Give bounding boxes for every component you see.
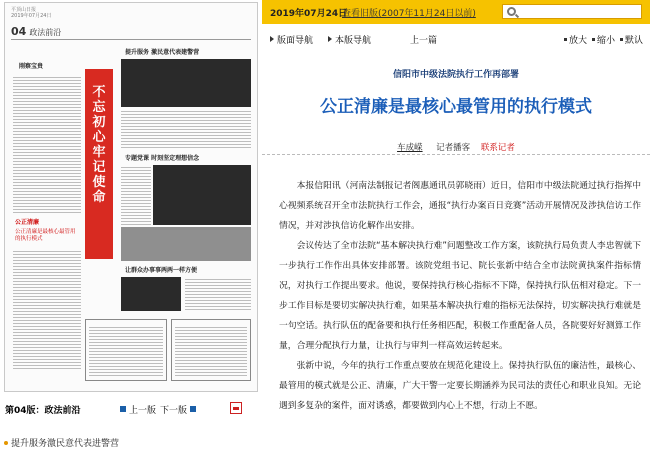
triangle-icon — [328, 36, 332, 42]
next-icon — [190, 406, 196, 412]
bullet-icon — [4, 441, 8, 445]
article-byline — [262, 141, 650, 153]
prev-icon — [120, 406, 126, 412]
prev-article-link[interactable]: 上一篇 — [410, 36, 438, 46]
story-photo — [121, 59, 251, 107]
text-block — [121, 165, 151, 225]
side-label: 公正清廉是最核心最管用的执行模式 — [15, 229, 76, 242]
story-title: 专题党课 时刻坚定理想信念 — [125, 155, 200, 162]
search-input[interactable] — [502, 4, 642, 19]
zoom-out-button[interactable]: 缩小 — [592, 33, 615, 46]
zoom-in-button[interactable]: 放大 — [564, 33, 587, 46]
pdf-icon[interactable] — [230, 402, 242, 414]
story-photo — [121, 277, 181, 311]
text-block — [89, 325, 163, 377]
bullet-icon — [592, 38, 595, 41]
page-nav-button[interactable]: 本版导航 — [328, 33, 371, 46]
article-kicker: 信阳市中级法院执行工作再部署 — [392, 70, 519, 80]
article-list-item[interactable]: 提升服务激民意代表进警营 — [4, 436, 119, 449]
default-size-button[interactable]: 默认 — [620, 33, 643, 46]
text-block — [13, 249, 81, 369]
top-bar — [262, 0, 650, 24]
bullet-icon — [564, 38, 567, 41]
story-title: 让群众办事事两两一样方便 — [125, 267, 198, 274]
text-block — [175, 325, 247, 377]
article-paragraph: 会议传达了全市法院“基本解决执行难”问题整改工作方案，该院执行局负责人李忠智就下一步执行工作作出具体安排部署。该院党组书记、院长张新中结合全市法院黄执案件指标情况，对执行工作提出要求。他说，要保持执行核心指标不下降，保持执行队伍相对稳定。下一步工作目标是要切实解决执行难，如果基本解决执行难的指标无法保持，切实解决执行难就是一句空话。执行队伍的配备要和执行任务相匹配，积极工作重配备人员，各院要好好测算工作量，合理分配执行力量，让执行与审判一样高效运转起来。 — [279, 241, 641, 351]
page-preview-panel — [0, 0, 262, 448]
toolbar — [262, 30, 650, 48]
layout-nav-button[interactable]: 版面导航 — [270, 33, 313, 46]
contact-reporter-link[interactable]: 联系记者 — [480, 143, 515, 153]
story-photo — [121, 227, 251, 261]
section-name: 第04版：政法前沿 — [5, 406, 81, 416]
divider — [262, 154, 650, 155]
triangle-icon — [270, 36, 274, 42]
current-date: 2019年07月24日 — [270, 9, 348, 19]
article-content — [262, 54, 650, 448]
article-headline: 公正清廉是最核心最管用的执行模式 — [320, 97, 592, 117]
header-rule — [11, 39, 251, 40]
article-body — [279, 176, 641, 416]
page-thumbnail[interactable] — [4, 2, 258, 392]
story-photo — [153, 165, 251, 225]
banner-text: 不忘初心 牢记使命 — [92, 85, 106, 205]
article-paragraph: 张新中说，今年的执行工作重点要放在规范化建设上。保持执行队伍的廉洁性，最核心、最管用的模式就是公正、清廉，广大干警一定要长期涵养为民司法的责任心和职业良知。无论遇到多复杂的案件，面对诱惑，都要做到内心上不想，行动上不愿。 — [279, 361, 641, 411]
next-page-link[interactable]: 下一版 — [160, 403, 196, 416]
text-block — [121, 109, 251, 149]
bullet-icon — [620, 38, 623, 41]
old-version-link[interactable]: 查看旧版(2007年11月24日以前) — [342, 9, 476, 19]
prev-page-link[interactable]: 上一版 — [120, 403, 156, 416]
text-block — [13, 75, 81, 213]
text-block — [185, 277, 251, 311]
preview-nav — [0, 400, 262, 416]
author-link[interactable]: 车成嵘 — [397, 143, 423, 153]
search-icon[interactable] — [507, 7, 516, 16]
reporter-label: 记者播客 — [436, 143, 471, 153]
article-paragraph: 本报信阳讯（河南法制报记者阁惠通讯员郭晓雨）近日，信阳市中级法院通过执行指挥中心视频系统召开全市法院执行工作会，通报“执行办案百日竞赛”活动开展情况及涉执信访工作情况，并对涉执信访化解作出安排。 — [279, 181, 641, 231]
side-title-1: 刚察宝贵 — [19, 63, 44, 70]
story-title: 提升服务 激民意代表建警营 — [125, 49, 200, 56]
page-number: 04 政法前沿 — [11, 25, 62, 38]
side-title-2: 公正清廉 — [15, 219, 40, 226]
paper-masthead: 平顶山日报 2019年07月24日 — [11, 7, 52, 19]
